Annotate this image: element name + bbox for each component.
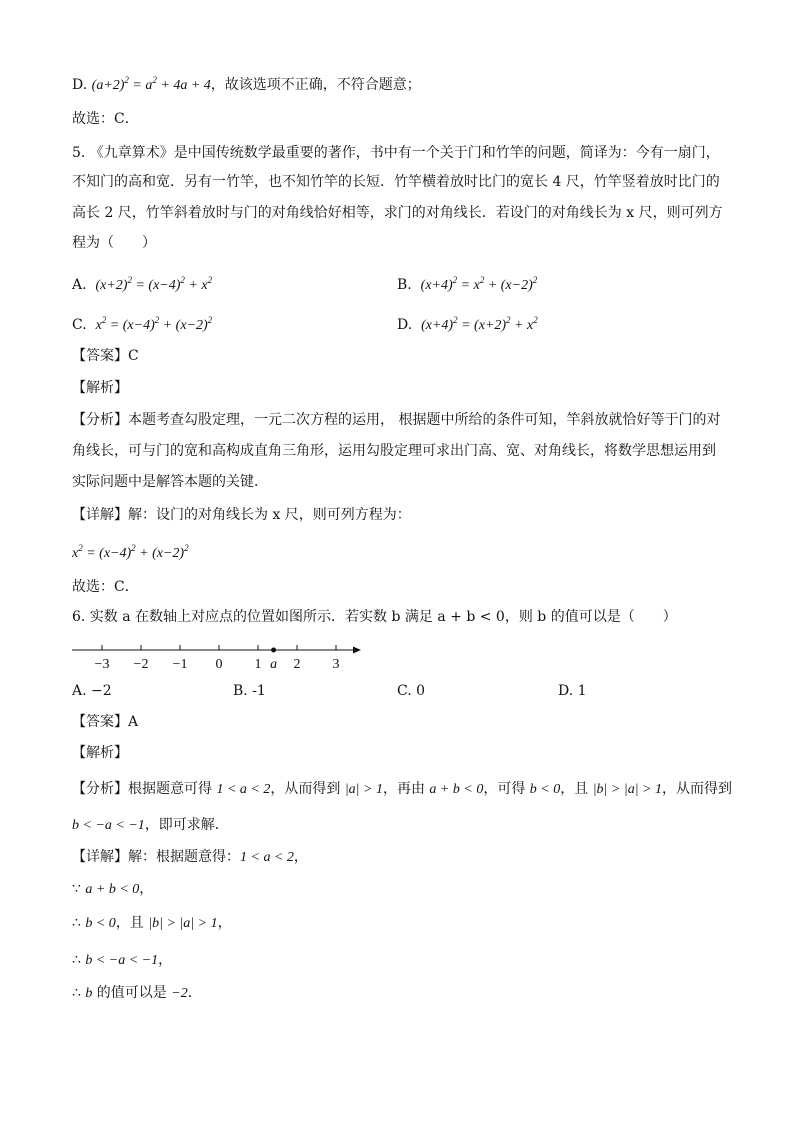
q5-stem-line-2: 不知门的高和宽．另有一竹竿，也不知竹竿的长短．竹竿横着放时比门的宽长 4 尺，竹竿竖着放时比门的 (72, 174, 720, 190)
q5-stem-line-1: 5. 《九章算术》是中国传统数学最重要的著作，书中有一个关于门和竹竿的问题，简译为：今有一扇门， (72, 145, 720, 161)
tick-label: 3 (332, 657, 340, 672)
q6-analysis-line-2: b < −a < −1，即可求解． (72, 817, 229, 833)
q5-option-b: B. $(x+4)^2 = x^2 + (x-2)^2$ (397, 275, 538, 293)
prev-option-d: D. $(a+2)^2 = a^2 + 4a + 4$，故该选项不正确，不符合题意； (72, 75, 421, 93)
q5-analysis-heading: 【解析】 (72, 380, 128, 396)
q6-option-a: A. −2 (72, 683, 112, 699)
q5-stem-line-3: 高长 2 尺，竹竿斜着放时与门的对角线恰好相等，求门的对角线长．若设门的对角线长为 x 尺，则可列方 (72, 205, 723, 221)
q5-analysis-line-2: 角线长，可与门的宽和高构成直角三角形，运用勾股定理可求出门高、宽、对角线长，将数学思想运用到 (72, 443, 716, 459)
number-line-arrow (353, 647, 361, 654)
prev-choose: 故选：C． (72, 111, 139, 127)
q6-answer: 【答案】A (72, 714, 139, 730)
tick-label: 2 (293, 657, 301, 672)
q5-stem-line-4: 程为（ ） (72, 235, 156, 251)
q6-stem: 6. 实数 a 在数轴上对应点的位置如图所示．若实数 b 满足 a + b < 0，则 b 的值可以是（ ） (72, 609, 677, 625)
q6-step-2: ∴ b < 0，且 |b| > |a| > 1， (72, 915, 232, 931)
q5-option-d: D. $(x+4)^2 = (x+2)^2 + x^2$ (397, 315, 538, 333)
q5-analysis-line-3: 实际问题中是解答本题的关键． (72, 474, 268, 490)
point-a-label: a (270, 657, 278, 672)
q5-answer: 【答案】C (72, 348, 139, 364)
q6-detail: 【详解】解：根据题意得：1 < a < 2， (72, 849, 308, 865)
q6-step-4: ∴ b 的值可以是 −2． (72, 985, 202, 1001)
q6-step-1: ∵ a + b < 0， (72, 881, 154, 897)
q5-analysis-line-1: 【分析】本题考查勾股定理，一元二次方程的运用， 根据题中所给的条件可知，竿斜放就恰好等于门的对 (72, 412, 721, 428)
q5-choose: 故选：C． (72, 579, 139, 595)
q5-option-c: C. $x^2 = (x-4)^2 + (x-2)^2$ (72, 315, 213, 333)
tick-label: 1 (254, 657, 262, 672)
q6-step-3: ∴ b < −a < −1， (72, 952, 173, 968)
q5-detail: 【详解】解：设门的对角线长为 x 尺，则可列方程为： (72, 507, 411, 523)
q5-equation: $x^2 = (x-4)^2 + (x-2)^2$ (72, 543, 189, 561)
q6-analysis-heading: 【解析】 (72, 745, 128, 761)
q6-option-b: B. -1 (233, 683, 266, 699)
number-line-ticks (95, 645, 340, 672)
q6-option-c: C. 0 (397, 683, 426, 699)
q6-option-d: D. 1 (558, 683, 587, 699)
q5-option-a: A. $(x+2)^2 = (x-4)^2 + x^2$ (72, 275, 213, 293)
number-line-figure (72, 642, 372, 672)
tick-label: 0 (215, 657, 223, 672)
tick-label: −3 (94, 657, 110, 672)
q6-analysis-line-1: 【分析】根据题意可得 1 < a < 2，从而得到 |a| > 1，再由 a + b < 0，可得 b < 0，且 |b| > |a| > 1，从而得到 (72, 781, 732, 797)
tick-label: −2 (133, 657, 149, 672)
tick-label: −1 (172, 657, 188, 672)
point-a-marker (271, 648, 276, 653)
